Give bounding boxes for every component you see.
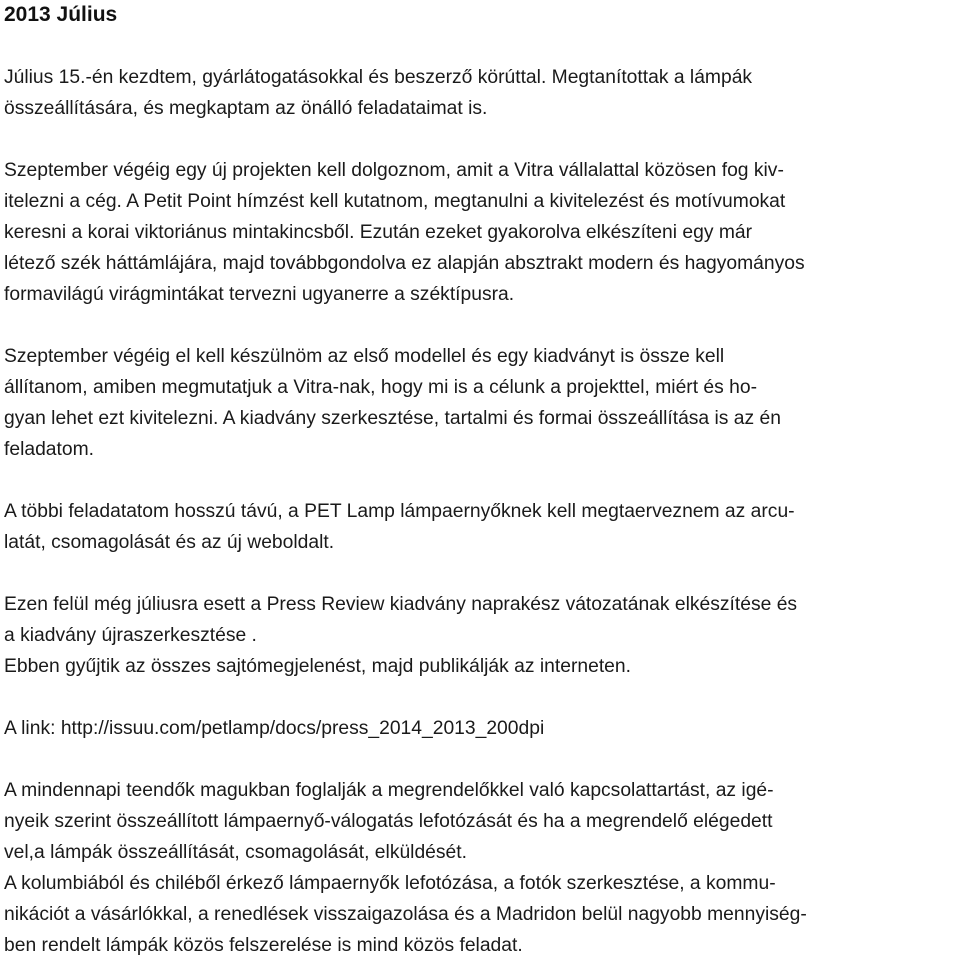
text-line: Szeptember végéig el kell készülnöm az első modellel és egy kiadványt is össze kell <box>4 346 725 367</box>
text-line: latát, csomagolását és az új weboldalt. <box>4 532 335 553</box>
paragraph-pet-lamp <box>4 496 956 558</box>
press-review-link[interactable]: http://issuu.com/petlamp/docs/press_2014_2013_200dpi <box>60 718 545 739</box>
paragraph-daily-tasks <box>4 775 956 961</box>
text-line: Július 15.-én kezdtem, gyárlátogatásokkal és beszerző körúttal. Megtanítottak a lámpák <box>4 67 753 88</box>
text-line: Szeptember végéig egy új projekten kell dolgoznom, amit a Vitra vállalattal közösen fog kiv- <box>4 160 784 181</box>
spacer <box>4 310 956 341</box>
text-line: létező szék háttámlájára, majd továbbgondolva ez alapján absztrakt modern és hagyományos <box>4 253 805 274</box>
text-line: itelezni a cég. A Petit Point hímzést kell kutatnom, megtanulni a kivitelezést és motívumokat <box>4 191 786 212</box>
text-line: gyan lehet ezt kivitelezni. A kiadvány szerkesztése, tartalmi és formai összeállítása is az én <box>4 408 781 429</box>
text-line: nikációt a vásárlókkal, a renedlések visszaigazolása és a Madridon belül nagyobb mennyiség- <box>4 904 807 925</box>
document-page <box>4 0 956 961</box>
paragraph-vitra-project <box>4 155 956 310</box>
text-line: nyeik szerint összeállított lámpaernyő-válogatás lefotózását és ha a megrendelő elégedett <box>4 811 773 832</box>
paragraph-press-review <box>4 589 956 682</box>
text-line: Ebben gyűjtik az összes sajtómegjelenést, majd publikálják az interneten. <box>4 656 631 677</box>
text-line: vel,a lámpák összeállítását, csomagolását, elküldését. <box>4 842 467 863</box>
spacer <box>4 682 956 713</box>
text-line: összeállítására, és megkaptam az önálló feladataimat is. <box>4 98 488 119</box>
spacer <box>4 124 956 155</box>
page-title: 2013 Július <box>4 3 118 26</box>
text-line: A mindennapi teendők magukban foglalják a megrendelőkkel való kapcsolattartást, az igé- <box>4 780 774 801</box>
paragraph-intro <box>4 62 956 124</box>
link-line <box>4 713 956 744</box>
spacer <box>4 744 956 775</box>
spacer <box>4 28 956 62</box>
text-line: A kolumbiából és chiléből érkező lámpaernyők lefotózása, a fotók szerkesztése, a kommu- <box>4 873 776 894</box>
paragraph-link <box>4 713 956 744</box>
link-label: A link: <box>4 718 61 739</box>
text-line: a kiadvány újraszerkesztése . <box>4 625 257 646</box>
text-line: formavilágú virágmintákat tervezni ugyanerre a széktípusra. <box>4 284 515 305</box>
spacer <box>4 558 956 589</box>
spacer <box>4 465 956 496</box>
text-line: ben rendelt lámpák közös felszerelése is mind közös feladat. <box>4 935 523 956</box>
text-line: feladatom. <box>4 439 95 460</box>
text-line: állítanom, amiben megmutatjuk a Vitra-nak, hogy mi is a célunk a projekttel, miért és ho- <box>4 377 758 398</box>
text-line: Ezen felül még júliusra esett a Press Review kiadvány naprakész vátozatának elkészítése és <box>4 594 798 615</box>
paragraph-first-model <box>4 341 956 465</box>
text-line: keresni a korai viktoriánus mintakincsből. Ezután ezeket gyakorolva elkészíteni egy már <box>4 222 753 243</box>
text-line: A többi feladatatom hosszú távú, a PET Lamp lámpaernyőknek kell megtaerveznem az arcu- <box>4 501 795 522</box>
